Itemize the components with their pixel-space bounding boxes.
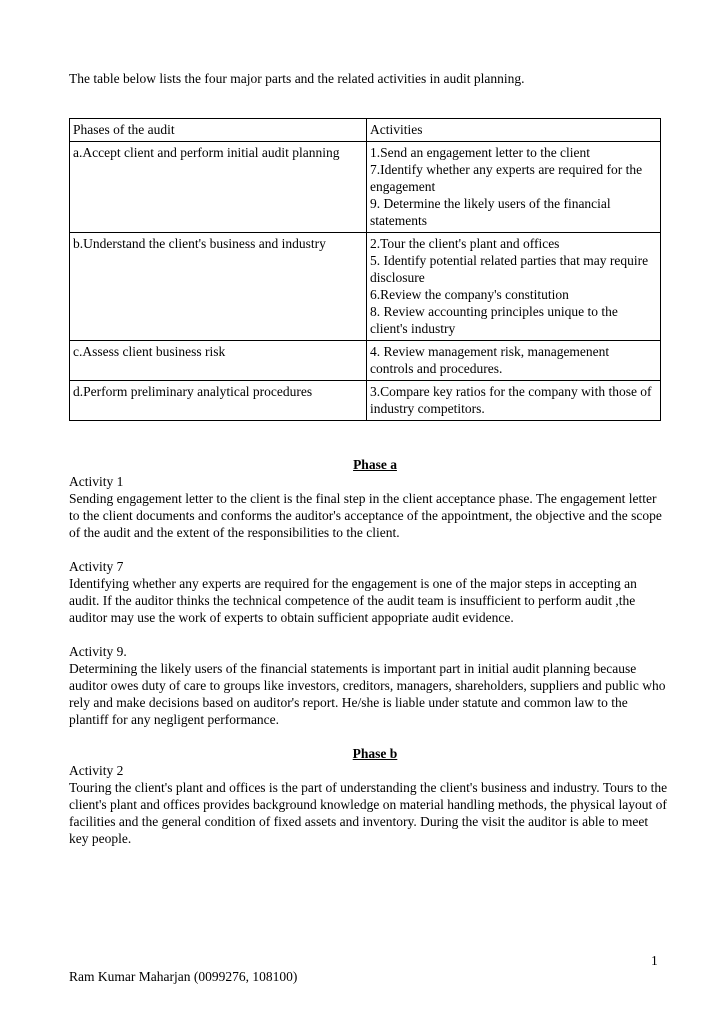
activity-item: 8. Review accounting principles unique to the client's industry — [370, 304, 618, 336]
activity-item: 7.Identify whether any experts are required for the engagement — [370, 162, 643, 194]
activities-cell — [367, 381, 661, 421]
table-row — [70, 142, 661, 233]
activity-item: 4. Review management risk, managemenent controls and procedures. — [370, 344, 610, 376]
phase-b-heading: Phase b — [352, 746, 398, 761]
table-row — [70, 233, 661, 341]
activity-item: 6.Review the company's constitution — [370, 287, 569, 302]
activity-item: 5. Identify potential related parties that may require disclosure — [370, 253, 649, 285]
activity-2-title: Activity 2 — [69, 763, 124, 778]
audit-phases-table — [69, 118, 661, 421]
phase-cell: a.Accept client and perform initial audit planning — [70, 142, 367, 233]
activity-2-paragraph: Touring the client's plant and offices is the part of understanding the client's business and industry. Tours to the client's plant and offices provides background knowledge on material handling methods, the physical layout of facilities and the general condition of fixed assets and inventory. During the visit the auditor is able to meet key people. — [69, 780, 668, 846]
intro-text: The table below lists the four major parts and the related activities in audit planning. — [69, 71, 525, 86]
phase-cell: b.Understand the client's business and industry — [70, 233, 367, 341]
phase-cell: d.Perform preliminary analytical procedures — [70, 381, 367, 421]
activity-9-title: Activity 9. — [69, 644, 127, 659]
activity-item: 2.Tour the client's plant and offices — [370, 236, 560, 251]
activity-item: 3.Compare key ratios for the company with those of industry competitors. — [370, 384, 652, 416]
activity-9-paragraph: Determining the likely users of the financial statements is important part in initial audit planning because auditor owes duty of care to groups like investors, creditors, managers, shareholders, suppliers and public who rely and make decisions based on auditor's report. He/she is liable under statute and common law to the plantiff for any negligent performance. — [69, 661, 666, 727]
phase-a-heading: Phase a — [353, 457, 397, 472]
activities-cell — [367, 341, 661, 381]
activities-cell — [367, 233, 661, 341]
body-text — [69, 456, 669, 864]
activity-7-title: Activity 7 — [69, 559, 124, 574]
table-header-row — [70, 119, 661, 142]
activity-1-title: Activity 1 — [69, 474, 124, 489]
activity-1-paragraph: Sending engagement letter to the client is the final step in the client acceptance phase. The engagement letter to the client documents and conforms the auditor's acceptance of the appointment, the objective and the scope of the audit and the extent of the responsibilities to the client. — [69, 491, 662, 540]
activities-cell — [367, 142, 661, 233]
page-number: 1 — [651, 953, 658, 968]
table-row — [70, 341, 661, 381]
activity-item: 9. Determine the likely users of the financial statements — [370, 196, 611, 228]
activity-item: 1.Send an engagement letter to the client — [370, 145, 591, 160]
table-row — [70, 381, 661, 421]
header-activities: Activities — [367, 119, 661, 142]
footer-author: Ram Kumar Maharjan (0099276, 108100) — [69, 969, 298, 984]
header-phases: Phases of the audit — [70, 119, 367, 142]
phase-cell: c.Assess client business risk — [70, 341, 367, 381]
activity-7-paragraph: Identifying whether any experts are required for the engagement is one of the major steps in accepting an audit. If the auditor thinks the technical competence of the audit team is insufficient to perform audit ,the auditor may use the work of experts to obtain sufficient appopriate audit evidence. — [69, 576, 637, 625]
